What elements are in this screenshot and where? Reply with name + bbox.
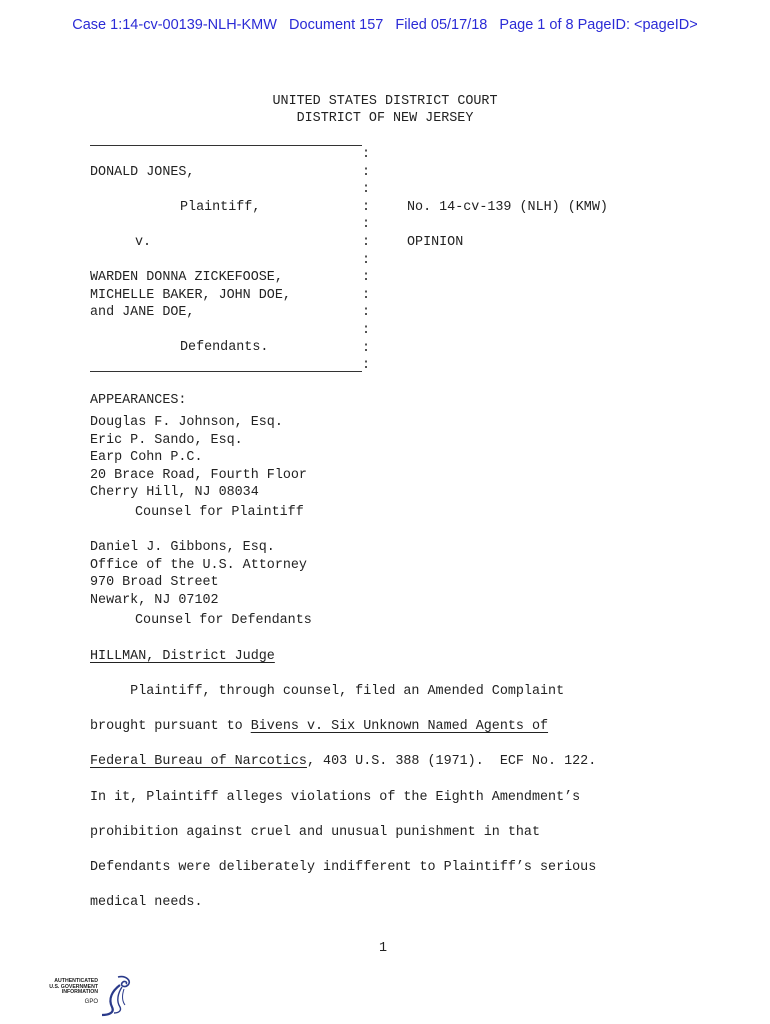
- gpo-seal-label: GPO: [84, 999, 98, 1005]
- versus: v.: [135, 235, 152, 250]
- page-number: 1: [379, 941, 388, 956]
- judge-heading: HILLMAN, District Judge: [90, 649, 275, 664]
- case-citation-name: Bivens v. Six Unknown Named Agents of: [250, 719, 549, 734]
- opinion-body-line: Plaintiff, through counsel, filed an Amended Complaint: [90, 684, 565, 699]
- defendant-counsel-line: Daniel J. Gibbons, Esq.: [90, 540, 275, 555]
- body-text: brought pursuant to: [90, 719, 251, 734]
- plaintiff-name: DONALD JONES,: [90, 165, 195, 180]
- defendants-role: Defendants.: [180, 340, 269, 355]
- caption-bottom-rule: [90, 371, 362, 372]
- opinion-body-line: prohibition against cruel and unusual punishment in that: [90, 825, 540, 840]
- defendant-counsel-line: Newark, NJ 07102: [90, 593, 219, 608]
- defendant-counsel-line: Office of the U.S. Attorney: [90, 558, 307, 573]
- filing-header-stamp: Case 1:14-cv-00139-NLH-KMW Document 157 Filed 05/17/18 Page 1 of 8 PageID: <pageID>: [72, 17, 698, 33]
- plaintiff-counsel-line: 20 Brace Road, Fourth Floor: [90, 468, 307, 483]
- opinion-body-line: [90, 718, 548, 736]
- caption-top-rule: [90, 145, 362, 146]
- plaintiff-counsel-line: Earp Cohn P.C.: [90, 450, 203, 465]
- defendants-line-2: MICHELLE BAKER, JOHN DOE,: [90, 288, 291, 303]
- body-text: , 403 U.S. 388 (1971). ECF No. 122.: [306, 754, 597, 769]
- case-number: No. 14-cv-139 (NLH) (KMW): [407, 200, 608, 215]
- court-district: DISTRICT OF NEW JERSEY: [296, 111, 474, 126]
- defendants-line-1: WARDEN DONNA ZICKEFOOSE,: [90, 270, 283, 285]
- opinion-body-line: [90, 753, 596, 771]
- gpo-authentication-seal: [44, 975, 134, 1017]
- plaintiff-counsel-role: Counsel for Plaintiff: [135, 505, 304, 520]
- opinion-body-line: In it, Plaintiff alleges violations of the Eighth Amendment’s: [90, 790, 581, 805]
- opinion-body-line: medical needs.: [90, 895, 203, 910]
- defendant-counsel-line: 970 Broad Street: [90, 575, 219, 590]
- plaintiff-counsel-line: Cherry Hill, NJ 08034: [90, 485, 259, 500]
- appearances-heading: APPEARANCES:: [90, 393, 187, 408]
- gpo-seal-text: AUTHENTICATED U.S. GOVERNMENT INFORMATION: [49, 978, 98, 996]
- plaintiff-counsel-line: Douglas F. Johnson, Esq.: [90, 415, 283, 430]
- caption-colon-column: : : : : : : : : : : : : :: [362, 147, 371, 374]
- plaintiff-role: Plaintiff,: [180, 200, 261, 215]
- document-type: OPINION: [407, 235, 464, 250]
- opinion-body-line: Defendants were deliberately indifferent to Plaintiff’s serious: [90, 860, 597, 875]
- court-name: UNITED STATES DISTRICT COURT: [272, 94, 498, 109]
- plaintiff-counsel-line: Eric P. Sando, Esq.: [90, 433, 243, 448]
- defendant-counsel-role: Counsel for Defendants: [135, 613, 312, 628]
- defendants-line-3: and JANE DOE,: [90, 305, 195, 320]
- eagle-icon: [98, 975, 134, 1017]
- case-citation-name: Federal Bureau of Narcotics: [90, 754, 307, 769]
